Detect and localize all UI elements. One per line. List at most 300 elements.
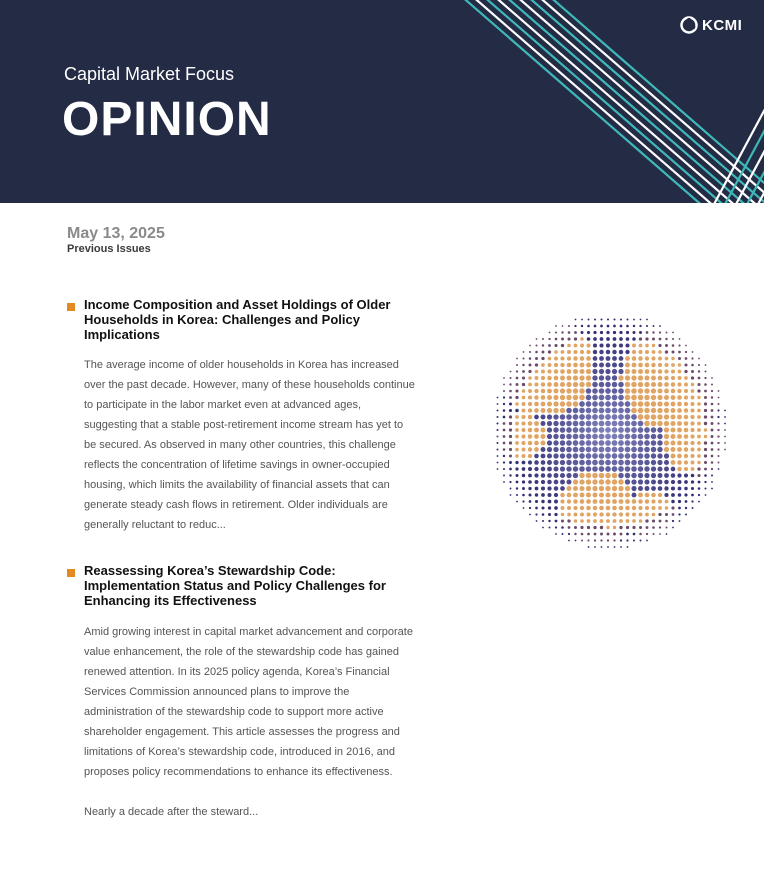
- globe-dot: [560, 388, 565, 393]
- globe-dot: [592, 401, 598, 407]
- globe-dot: [580, 356, 585, 361]
- globe-dot: [670, 414, 675, 419]
- globe-dot: [691, 487, 694, 490]
- globe-dot: [542, 351, 545, 354]
- globe-dot: [625, 343, 629, 347]
- globe-dot: [579, 421, 585, 427]
- globe-dot: [664, 382, 669, 387]
- globe-dot: [620, 533, 623, 536]
- globe-dot: [612, 486, 617, 491]
- globe-dot: [638, 440, 644, 446]
- globe-dot: [665, 506, 668, 509]
- globe-dot: [605, 369, 610, 374]
- globe-dot: [664, 421, 669, 426]
- globe-dot: [607, 539, 609, 541]
- globe-dot: [612, 362, 617, 367]
- globe-dot: [503, 416, 506, 419]
- globe-dot: [631, 401, 637, 407]
- globe-dot: [579, 486, 584, 491]
- globe-dot: [644, 434, 650, 440]
- globe-dot: [586, 453, 592, 459]
- title-line: Households in Korea: Challenges and Policy: [84, 312, 360, 327]
- globe-dot: [633, 533, 636, 536]
- globe-dot: [704, 461, 707, 464]
- globe-dot: [566, 479, 571, 484]
- globe-dot: [547, 467, 552, 472]
- globe-dot: [554, 500, 558, 504]
- globe-dot: [547, 493, 551, 497]
- globe-dot: [528, 487, 531, 490]
- globe-dot: [625, 466, 631, 472]
- globe-dot: [625, 356, 630, 361]
- globe-dot: [704, 448, 707, 451]
- globe-dot: [599, 499, 604, 504]
- globe-dot: [671, 480, 675, 484]
- globe-dot: [684, 415, 689, 420]
- globe-dot: [625, 408, 631, 414]
- globe-dot: [677, 447, 682, 452]
- globe-dot: [566, 473, 571, 478]
- globe-dot: [692, 351, 694, 353]
- globe-dot: [522, 357, 524, 359]
- globe-dot: [639, 526, 642, 529]
- globe-dot: [657, 434, 662, 439]
- globe-dot: [522, 364, 524, 366]
- globe-dot: [619, 499, 624, 504]
- title-line: Implementation Status and Policy Challenges for: [84, 578, 386, 593]
- globe-dot: [632, 499, 637, 504]
- globe-dot: [510, 371, 512, 373]
- globe-dot: [631, 447, 637, 453]
- globe-dot: [612, 388, 618, 394]
- globe-dot: [605, 440, 611, 446]
- globe-dot: [645, 506, 649, 510]
- globe-dot: [496, 429, 498, 431]
- globe-dot: [521, 441, 525, 445]
- globe-dot: [528, 395, 532, 399]
- globe-dot: [567, 486, 572, 491]
- globe-dot: [594, 546, 596, 548]
- globe-dot: [515, 402, 518, 405]
- globe-dot: [593, 363, 598, 368]
- globe-dot: [561, 519, 564, 522]
- globe-dot: [605, 401, 611, 407]
- globe-dot: [579, 479, 584, 484]
- globe-dot: [618, 408, 624, 414]
- globe-dot: [566, 421, 572, 427]
- globe-dot: [547, 395, 552, 400]
- globe-dot: [535, 507, 538, 510]
- globe-dot: [599, 506, 604, 511]
- globe-dot: [677, 480, 681, 484]
- globe-dot: [566, 395, 571, 400]
- globe-dot: [541, 357, 544, 360]
- globe-dot: [613, 526, 616, 529]
- globe-dot: [625, 427, 631, 433]
- globe-dot: [625, 453, 631, 459]
- globe-dot: [554, 363, 558, 367]
- globe-dot: [555, 520, 558, 523]
- globe-dot: [651, 414, 657, 420]
- globe-dot: [704, 383, 707, 386]
- globe-dot: [618, 388, 624, 394]
- globe-dot: [599, 512, 603, 516]
- globe-dot: [509, 383, 511, 385]
- globe-dot: [659, 338, 662, 341]
- globe-dot: [592, 486, 597, 491]
- logo-text: KCMI: [702, 16, 743, 34]
- globe-dot: [521, 428, 525, 432]
- globe-dot: [651, 369, 656, 374]
- globe-dot: [516, 494, 518, 496]
- globe-dot: [645, 350, 649, 354]
- globe-dot: [691, 474, 695, 478]
- globe-dot: [638, 401, 644, 407]
- globe-dot: [612, 356, 617, 361]
- globe-dot: [711, 416, 714, 419]
- globe-dot: [599, 388, 605, 394]
- globe-dot: [566, 382, 571, 387]
- globe-dot: [522, 461, 526, 465]
- summary-line: Services Commission announced plans to improve the: [84, 686, 350, 698]
- globe-dot: [612, 492, 617, 497]
- globe-dot: [586, 434, 592, 440]
- globe-dot: [619, 350, 623, 354]
- globe-dot: [593, 337, 597, 341]
- globe-dot: [503, 390, 505, 392]
- globe-dot: [521, 415, 525, 419]
- globe-dot: [677, 382, 681, 386]
- globe-dot: [664, 486, 668, 490]
- globe-dot: [644, 414, 650, 420]
- globe-dot: [625, 395, 631, 401]
- globe-dot: [690, 402, 694, 406]
- globe-dot: [586, 401, 592, 407]
- globe-dot: [613, 533, 616, 536]
- globe-dot: [620, 539, 622, 541]
- globe-dot: [573, 453, 579, 459]
- globe-dot: [581, 319, 583, 321]
- globe-dot: [547, 447, 552, 452]
- globe-dot: [684, 493, 687, 496]
- globe-dot: [711, 455, 714, 458]
- globe-dot: [522, 409, 526, 413]
- globe-dot: [528, 370, 531, 373]
- header-banner: [0, 0, 764, 203]
- globe-dot: [625, 486, 630, 491]
- globe-dot: [651, 421, 657, 427]
- globe-dot: [640, 540, 642, 542]
- globe-dot: [684, 441, 689, 446]
- globe-dot: [690, 421, 694, 425]
- globe-dot: [503, 384, 505, 386]
- globe-dot: [567, 356, 571, 360]
- globe-dot: [580, 519, 584, 523]
- globe-dot: [672, 527, 674, 529]
- globe-dot: [657, 408, 662, 413]
- globe-dot: [509, 396, 512, 399]
- globe-dot: [625, 440, 631, 446]
- globe-dot: [638, 460, 644, 466]
- globe-dot: [626, 519, 630, 523]
- globe-dot: [625, 363, 630, 368]
- globe-dot: [606, 350, 611, 355]
- globe-dot: [619, 519, 623, 523]
- globe-dot: [626, 337, 630, 341]
- globe-dot: [666, 332, 668, 334]
- globe-dot: [534, 447, 539, 452]
- globe-dot: [677, 434, 682, 439]
- globe-dot: [592, 375, 597, 380]
- globe-dot: [646, 526, 649, 529]
- globe-dot: [645, 369, 650, 374]
- globe-dot: [704, 415, 707, 418]
- globe-dot: [561, 344, 564, 347]
- globe-dot: [541, 389, 546, 394]
- globe-dot: [547, 414, 552, 419]
- globe-dot: [625, 506, 629, 510]
- globe-dot: [677, 460, 682, 465]
- globe-dot: [690, 415, 694, 419]
- globe-dot: [618, 421, 624, 427]
- globe-dot: [665, 526, 667, 528]
- globe-dot: [548, 357, 552, 361]
- globe-dot: [592, 447, 598, 453]
- globe-dot: [625, 414, 631, 420]
- globe-dot: [521, 421, 525, 425]
- globe-dot: [691, 383, 694, 386]
- globe-dot: [547, 434, 552, 439]
- kcmi-logo[interactable]: [680, 16, 742, 34]
- globe-dot: [561, 338, 564, 341]
- globe-dot: [554, 506, 558, 510]
- globe-dot: [573, 506, 577, 510]
- globe-dot: [607, 546, 609, 548]
- globe-dot: [697, 422, 701, 426]
- globe-dot: [657, 395, 662, 400]
- globe-dot: [685, 500, 688, 503]
- globe-dot: [612, 506, 617, 511]
- globe-dot: [573, 401, 579, 407]
- globe-dot: [672, 520, 674, 522]
- globe-dot: [658, 357, 662, 361]
- globe-dot: [600, 337, 604, 341]
- globe-dot: [586, 414, 592, 420]
- globe-dot: [497, 410, 499, 412]
- globe-dot: [534, 415, 539, 420]
- globe-dot: [554, 486, 559, 491]
- globe-dot: [658, 344, 661, 347]
- globe-dot: [553, 408, 558, 413]
- globe-dot: [509, 435, 512, 438]
- globe-dot: [605, 421, 611, 427]
- globe-dot: [592, 421, 598, 427]
- globe-dot: [625, 460, 631, 466]
- globe-dot: [612, 466, 618, 472]
- globe-dot: [579, 427, 585, 433]
- globe-dot: [554, 473, 559, 478]
- globe-dot: [579, 395, 585, 401]
- globe-dot: [690, 434, 694, 438]
- globe-dot: [547, 401, 552, 406]
- globe-dot: [671, 467, 676, 472]
- globe-dot: [670, 421, 675, 426]
- globe-dot: [618, 414, 624, 420]
- globe-dot: [627, 319, 629, 321]
- globe-dot: [612, 408, 618, 414]
- globe-dot: [509, 441, 512, 444]
- globe-dot: [599, 395, 605, 401]
- globe-dot: [554, 513, 557, 516]
- title-line: Reassessing Korea’s Stewardship Code:: [84, 563, 336, 578]
- globe-dot: [644, 466, 649, 471]
- globe-dot: [684, 421, 689, 426]
- globe-dot: [638, 408, 644, 414]
- globe-dot: [592, 479, 597, 484]
- globe-dot: [566, 447, 572, 453]
- globe-dot: [579, 453, 585, 459]
- globe-dot: [612, 414, 618, 420]
- globe-dot: [657, 421, 662, 426]
- globe-dot: [599, 447, 605, 453]
- globe-dot: [697, 428, 701, 432]
- globe-dot: [541, 376, 545, 380]
- bullet-icon: [67, 569, 75, 577]
- globe-dot: [599, 382, 605, 388]
- globe-dot: [724, 429, 726, 431]
- globe-dot: [664, 434, 669, 439]
- globe-dot: [553, 421, 558, 426]
- globe-dot: [704, 468, 707, 471]
- globe-dot: [625, 512, 629, 516]
- globe-dot: [697, 435, 701, 439]
- globe-dot: [573, 350, 577, 354]
- globe-dot: [619, 356, 624, 361]
- globe-dot: [677, 454, 682, 459]
- globe-dot: [515, 409, 519, 413]
- globe-dot: [528, 402, 532, 406]
- globe-dot: [561, 513, 564, 516]
- globe-dot: [612, 473, 618, 479]
- globe-dot: [574, 533, 576, 535]
- globe-dot: [567, 499, 571, 503]
- globe-dot: [677, 389, 681, 393]
- globe-dot: [496, 422, 498, 424]
- globe-dot: [553, 395, 558, 400]
- globe-dot: [717, 455, 719, 457]
- globe-dot: [560, 421, 566, 427]
- globe-dot: [522, 454, 526, 458]
- globe-dot: [535, 376, 539, 380]
- globe-dot: [562, 533, 564, 535]
- globe-dot: [613, 318, 615, 320]
- globe-dot: [652, 513, 656, 517]
- globe-dot: [665, 350, 668, 353]
- globe-dot: [620, 546, 622, 548]
- globe-dot: [547, 427, 552, 432]
- globe-dot: [515, 454, 519, 458]
- globe-dot: [646, 533, 648, 535]
- globe-dot: [612, 421, 618, 427]
- globe-dot: [671, 382, 675, 386]
- globe-dot: [497, 468, 499, 470]
- globe-dot: [599, 375, 604, 380]
- globe-dot: [625, 421, 631, 427]
- globe-dot: [638, 395, 644, 401]
- globe-dot: [541, 506, 544, 509]
- globe-dot: [717, 435, 719, 437]
- globe-dot: [560, 493, 564, 497]
- previous-issues-link[interactable]: Previous Issues: [67, 243, 151, 255]
- globe-dot: [711, 488, 713, 490]
- globe-dot: [574, 519, 577, 522]
- globe-dot: [586, 466, 592, 472]
- globe-dot: [516, 474, 519, 477]
- globe-dot: [509, 461, 512, 464]
- globe-dot: [691, 389, 695, 393]
- globe-dot: [659, 331, 661, 333]
- globe-dot: [618, 375, 623, 380]
- globe-dot: [631, 375, 636, 380]
- globe-dot: [580, 499, 585, 504]
- globe-dot: [717, 409, 719, 411]
- globe-dot: [606, 506, 611, 511]
- globe-dot: [651, 493, 656, 498]
- globe-dot: [573, 447, 579, 453]
- globe-dot: [625, 499, 630, 504]
- globe-dot: [690, 441, 694, 445]
- globe-dot: [671, 473, 676, 478]
- globe-dot: [632, 519, 636, 523]
- globe-dot: [704, 402, 707, 405]
- globe-dot: [605, 453, 611, 459]
- globe-dot: [633, 539, 635, 541]
- globe-dot: [644, 460, 649, 465]
- globe-dot: [657, 447, 662, 452]
- globe-dot: [535, 513, 537, 515]
- globe-dot: [724, 436, 726, 438]
- globe-dot: [612, 440, 618, 446]
- globe-dot: [599, 414, 605, 420]
- globe-dot: [594, 533, 597, 536]
- globe-dot: [625, 492, 630, 497]
- globe-dot: [612, 382, 618, 388]
- globe-dot: [592, 369, 597, 374]
- globe-dot: [529, 507, 531, 509]
- globe-dot: [510, 494, 512, 496]
- globe-dot: [548, 506, 551, 509]
- globe-dot: [522, 494, 525, 497]
- globe-dot: [515, 422, 519, 426]
- globe-dot: [664, 427, 669, 432]
- article-2-title[interactable]: [84, 563, 434, 608]
- article-1-title[interactable]: [84, 297, 434, 342]
- globe-dot: [684, 480, 688, 484]
- globe-dot: [665, 338, 667, 340]
- globe-dot: [658, 382, 663, 387]
- globe-dot: [573, 440, 579, 446]
- globe-dot: [528, 389, 532, 393]
- globe-dot: [497, 397, 499, 399]
- globe-dot: [625, 401, 631, 407]
- globe-dot: [691, 364, 694, 367]
- globe-dot: [515, 467, 518, 470]
- globe-dot: [503, 429, 506, 432]
- summary-line: housing, which limits the availability of financial assets that can: [84, 479, 390, 491]
- globe-dot: [657, 388, 662, 393]
- globe-dot: [691, 376, 694, 379]
- globe-dot: [566, 427, 572, 433]
